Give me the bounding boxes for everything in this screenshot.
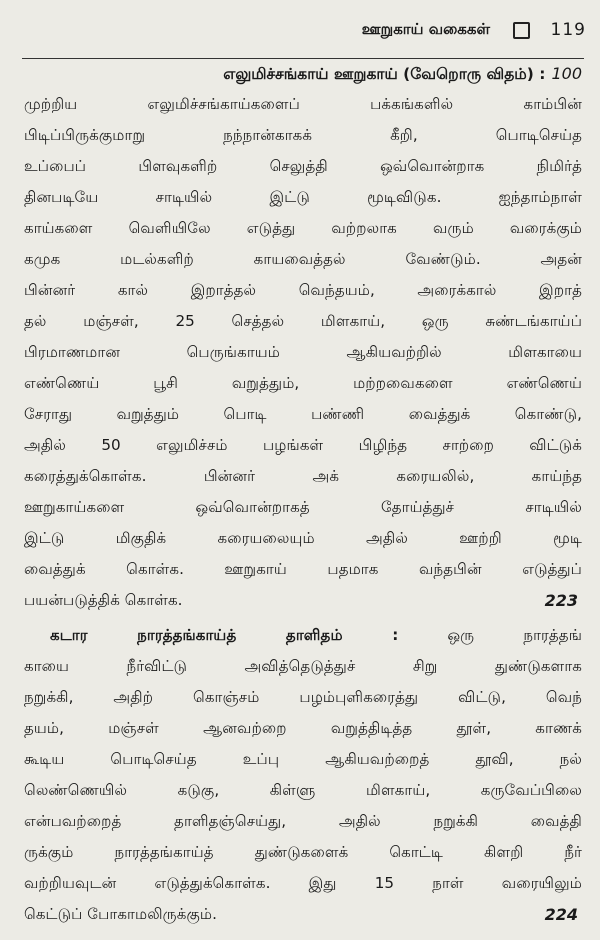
page-body [24, 58, 582, 930]
text-line-content: உப்பைப் பிளவுகளிற் செலுத்தி ஒவ்வொன்றாக நிமிர்த் [24, 157, 582, 175]
text-line [24, 213, 582, 244]
text-line-content: வற்றியவுடன் எடுத்துக்கொள்க. இது 15 நாள் வரையிலும் [24, 874, 582, 892]
text-line-content: என்பவற்றைத் தாளிதஞ்செய்து, அதில் நறுக்கி வைத்தி [24, 812, 582, 830]
text-line [24, 492, 582, 523]
text-line-content: காயை நீர்விட்டு அவித்தெடுத்துச் சிறு துண்டுகளாக [24, 657, 582, 675]
text-line [24, 554, 582, 585]
text-line [24, 585, 582, 616]
text-line-content: எண்ணெய் பூசி வறுத்தும், மற்றவைகளை எண்ணெய் [24, 374, 582, 392]
text-line-content: லெண்ணெயில் கடுகு, கிள்ளு மிளகாய், கருவேப்பிலை [24, 781, 582, 799]
text-line [24, 651, 582, 682]
text-line [24, 682, 582, 713]
recipe-title: எலுமிச்சங்காய் ஊறுகாய் (வேறொரு விதம்) : [223, 65, 546, 83]
text-line-content: காய்களை வெளியிலே எடுத்து வற்றலாக வரும் வரைக்கும் [24, 219, 582, 237]
text-line-content: சேராது வறுத்தும் பொடி பண்ணி வைத்துக் கொண்டு, [24, 405, 582, 423]
text-line-content: பின்னர் கால் இறாத்தல் வெந்தயம், அரைக்கால் இறாத் [24, 281, 582, 299]
text-line [24, 744, 582, 775]
text-line-content: ருக்கும் நாரத்தங்காய்த் துண்டுகளைக் கொட்டி கிளறி நீர் [24, 843, 582, 861]
text-line [24, 868, 582, 899]
text-line-content: கரைத்துக்கொள்க. பின்னர் அக் கரையலில், காய்ந்த [24, 467, 582, 485]
page-number: 119 [550, 20, 586, 40]
text-line [24, 89, 582, 120]
text-line [24, 899, 582, 930]
text-line-content: கூடிய பொடிசெய்த உப்பு ஆகியவற்றைத் தூவி, நல் [24, 750, 582, 768]
running-header [0, 14, 600, 50]
recipe-entry-100 [24, 58, 582, 616]
text-line-content: தினபடியே சாடியில் இட்டு மூடிவிடுக. ஐந்தாம்நாள் [24, 188, 582, 206]
text-line-content: வைத்துக் கொள்க. ஊறுகாய் பதமாக வந்தபின் எடுத்துப் [24, 560, 582, 578]
recipe-title-line [24, 620, 582, 651]
text-line-content: கெட்டுப் போகாமலிருக்கும். [24, 905, 217, 923]
header-title: ஊறுகாய் வகைகள் [361, 20, 490, 38]
text-line [24, 713, 582, 744]
text-line [24, 244, 582, 275]
text-line-content: பயன்படுத்திக் கொள்க. [24, 591, 183, 609]
text-line-content: பிடிப்பிருக்குமாறு நந்நான்காகக் கீறி, பொடிசெய்த [24, 126, 582, 144]
text-line [24, 275, 582, 306]
text-line-content: இட்டு மிகுதிக் கரையலையும் அதில் ஊற்றி மூடி [24, 529, 582, 547]
text-line [24, 306, 582, 337]
text-line-content: கமுக மடல்களிற் காயவைத்தல் வேண்டும். அதன் [24, 250, 582, 268]
recipe-number: 224 [544, 905, 578, 924]
recipe-number: 223 [544, 591, 578, 610]
text-line [24, 806, 582, 837]
text-line-content: ஊறுகாய்களை ஒவ்வொன்றாகத் தோய்த்துச் சாடியில் [24, 498, 582, 516]
text-line-content: தல் மஞ்சள், 25 செத்தல் மிளகாய், ஒரு சுண்டங்காய்ப் [24, 312, 582, 330]
recipe-text [24, 89, 582, 616]
recipe-title: கடார நாரத்தங்காய்த் தாளிதம் : [50, 626, 399, 644]
text-line [24, 775, 582, 806]
square-ornament-icon [513, 22, 530, 39]
text-line [24, 523, 582, 554]
text-line [24, 837, 582, 868]
text-line [24, 368, 582, 399]
recipe-first-line-text: ஒரு நாரத்தங் [447, 626, 582, 644]
text-line [24, 151, 582, 182]
text-line [24, 182, 582, 213]
text-line-content: முற்றிய எலுமிச்சங்காய்களைப் பக்கங்களில் காம்பின் [24, 95, 582, 113]
text-line [24, 399, 582, 430]
recipe-title-line [24, 58, 582, 89]
text-line [24, 461, 582, 492]
recipe-entry-224 [24, 620, 582, 930]
recipe-text [24, 651, 582, 930]
text-line-content: பிரமாணமான பெருங்காயம் ஆகியவற்றில் மிளகாயை [24, 343, 582, 361]
text-line-content: நறுக்கி, அதிற் கொஞ்சம் பழம்புளிகரைத்து விட்டு, வெந் [24, 688, 582, 706]
text-line-content: அதில் 50 எலுமிச்சம் பழங்கள் பிழிந்த சாற்றை விட்டுக் [24, 436, 582, 454]
recipe-start-number: 100 [551, 64, 582, 83]
text-line [24, 430, 582, 461]
text-line [24, 120, 582, 151]
text-line-content: தயம், மஞ்சள் ஆனவற்றை வறுத்திடித்த தூள், காணக் [24, 719, 582, 737]
text-line [24, 337, 582, 368]
